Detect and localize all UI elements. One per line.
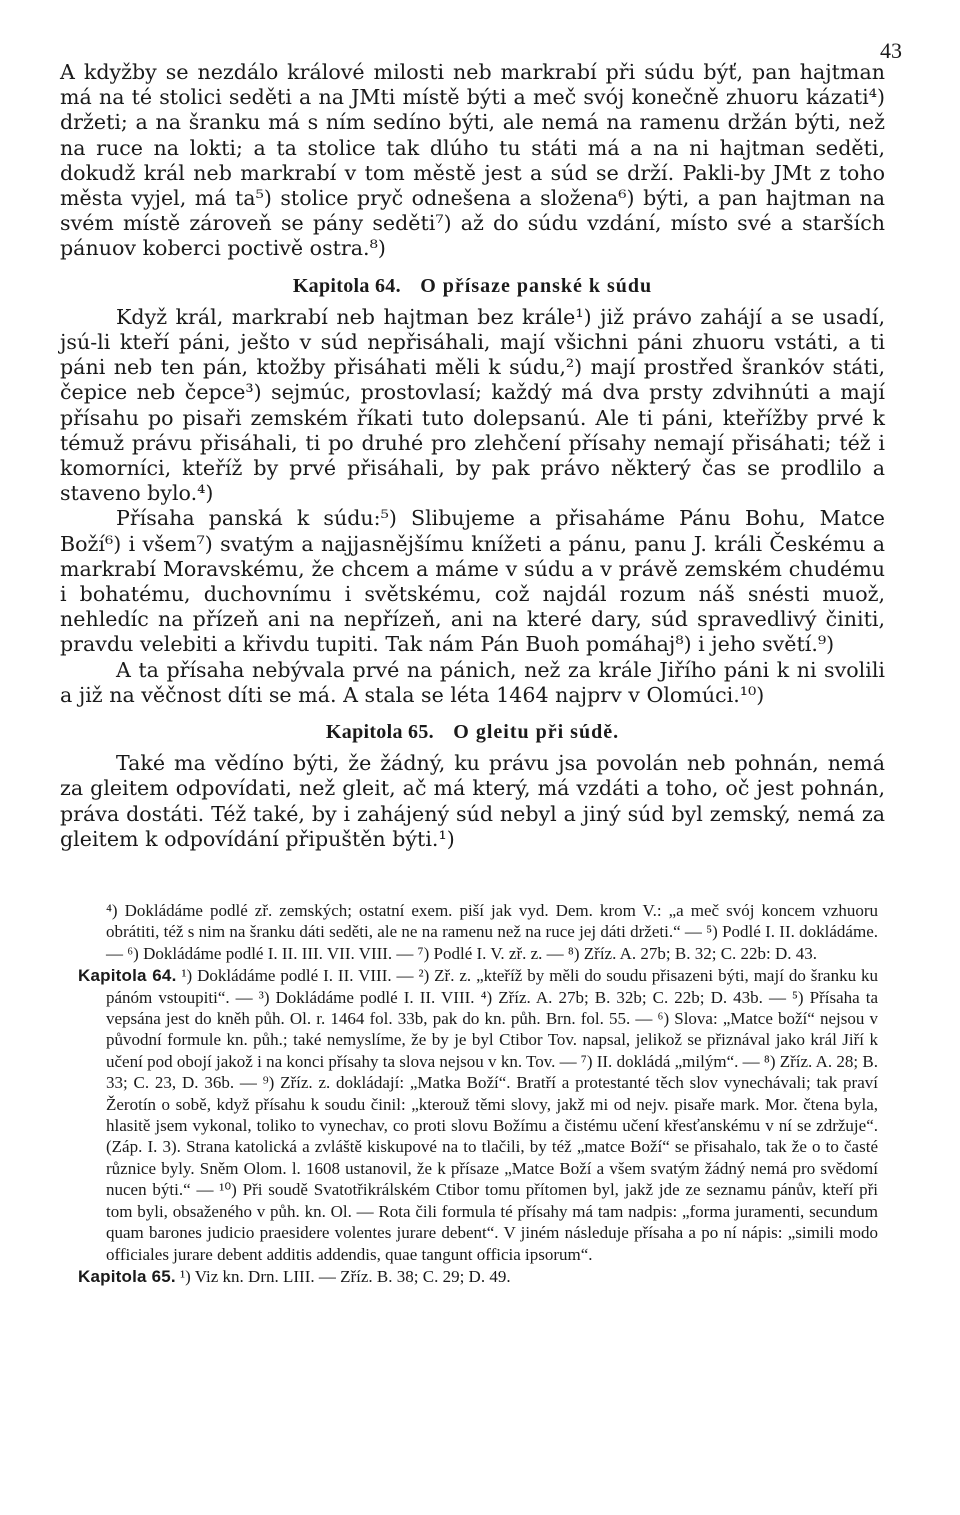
main-text bbox=[60, 60, 885, 852]
paragraph-4: A ta přísaha nebývala prvé na pánich, než za krále Jiřího páni k ni svolili a již na věčnost díti se má. A stala se léta 1464 najprv v Olomúci.¹⁰) bbox=[60, 657, 885, 707]
chapter-65-heading bbox=[60, 720, 885, 745]
footnote-chapter-65-text: ¹) Viz kn. Drn. LIII. — Zříz. B. 38; C. 29; D. 49. bbox=[180, 1266, 511, 1286]
page-number: 43 bbox=[880, 38, 902, 63]
chapter-65-title: O gleitu při súdě. bbox=[453, 721, 620, 744]
footnote-block-2 bbox=[78, 965, 878, 1265]
footnote-chapter-64-tag: Kapitola 64. bbox=[78, 966, 177, 986]
chapter-64-title: O přísaze panské k súdu bbox=[420, 274, 653, 297]
chapter-64-label: Kapitola 64. bbox=[292, 274, 401, 297]
paragraph-2: Když král, markrabí neb hajtman bez krále¹) již právo zahájí a se usadí, jsú-li kteří páni, ješto v súd nepřisáhali, mají všichni páni zhuoru vstáti, a ti páni neb ten pán, ktožby přisáhati měli k súdu,²) mají prostřed šrankóv státi, čepice neb čepce³) sejmúc, prostovlasí; každý má dva prsty zdvihnúti a mají přísahu po pisaři zemském říkati tuto dolepsanú. Ale ti páni, kteřížby prvé k témuž právu přisáhali, ti po druhé pro zlehčení přísahy nemají přisáhati; též i komorníci, kteříž by prvé přisáhali, by pak právo některý čas se prodlilo a staveno bylo.⁴) bbox=[60, 304, 885, 506]
paragraph-5: Také ma vědíno býti, že žádný, ku právu jsa povolán neb pohnán, nemá za gleitem odpovídati, než gleit, ač má který, má vzdáti a toho, oč jest pohnán, práva dostáti. Též také, by i zahájený súd nebyl a jiný súd byl zemský, nemá za gleitem k odpovídání připuštěn býti.¹) bbox=[60, 751, 885, 851]
footnote-block-1: ⁴) Dokládáme podlé zř. zemských; ostatní exem. piší jak vyd. Dem. krom V.: „a meč svój koncem vzhuoru obrátiti, též s nim na šranku dáti seděti, ale ne na ramenu než na ruce jej dáti držeti.“ — ⁵) Podlé I. II. dokládáme. — ⁶) Dokládáme podlé I. II. III. VII. VIII. — ⁷) Podlé I. V. zř. z. — ⁸) Zříz. A. 27b; B. 32; C. 22b: D. 43. bbox=[106, 901, 878, 963]
footnote-block-3 bbox=[78, 1266, 878, 1287]
footnote-chapter-64-text: ¹) Dokládáme podlé I. II. VIII. — ²) Zř. z. „kteříž by měli do soudu přisazeni býti, mají do šranku ku pánóm vstoupiti“. — ³) Dokládáme podlé I. II. VIII. ⁴) Zříz. A. 27b; B. 32b; C. 22b; D. 43b. — ⁵) Přísaha ta vepsána jest do kněh půh. Ol. r. 1464 fol. 33b, pak do kn. půh. Brn. fol. 55. — ⁶) Slova: „Matce boží“ nejsou v původní formule kn. půh.; také nemyslíme, že by je byl Ctibor Tov. napsal, jelikož se přiznával jako král Jiří k učení pod obojí jakož i na konci přísahy ta slova nejsou v kn. Tov. — ⁷) II. dokládá „milým“. — ⁸) Zříz. A. 28; B. 33; C. 23, D. 36b. — ⁹) Zříz. z. dokládají: „Matka Boží“. Bratří a protestanté těch slov vynechávali; tak praví Žerotín o sobě, když přísahu k soudu činil: „kterouž těmi slovy, jakž mi od nejv. pisaře mark. Mor. čtena byla, hlasitě jsem vykonal, toliko to vynechav, co proti slovu Božímu a čistému učení křesťanskému v ní se zdržuje“. (Záp. I. 3). Strana katolická a zvláště kiskupové na to tlačili, by též „matce Boží“ se přisahalo, tak že o to časté různice byly. Sněm Olom. l. 1608 ustanovil, že k přísaze „Matce Boží a všem svatým žádný nemá pro svědomí nucen býti.“ — ¹⁰) Při soudě Svatotřikrálském Ctibor tomu přítomen byl, jakž jde ze seznamu pánův, kteří při tom byli, obsaženého v půh. kn. Ol. — Rota čili formula té přísahy má tam nadpis: „forma juramenti, secundum quam barones judicio praesidere volentes jurare debent“. V jiném následuje přísaha a po ní nápis: „simili modo officiales jurare debent additis addendis, quae tangunt officia ipsorum“. bbox=[106, 966, 879, 1264]
chapter-65-label: Kapitola 65. bbox=[325, 721, 434, 744]
footnotes bbox=[78, 900, 878, 1288]
paragraph-1: A kdyžby se nezdálo králové milosti neb markrabí při súdu býť, pan hajtman má na té stolici seděti a na JMti místě býti a meč svój konečně zhuoru kázati⁴) držeti; a na šranku má s ním sedíno býti, ale nemá na ramenu držán býti, než na ruce na lokti; a ta stolice tak dlúho tu státi má a na ni hajtman seděti, dokudž král neb markrabí v tom městě jest a súd se drží. Pakli-by JMt z toho města vyjel, má ta⁵) stolice pryč odnešena a složena⁶) býti, a pan hajtman na svém místě zároveň se pány seděti⁷) až do súdu vzdání, místo své a starších pánuov koberci poctivě ostra.⁸) bbox=[60, 60, 885, 261]
chapter-64-heading bbox=[60, 274, 885, 299]
paragraph-3: Přísaha panská k súdu:⁵) Slibujeme a přisaháme Pánu Bohu, Matce Boží⁶) i všem⁷) svatým a najjasnějšímu knížeti a pánu, panu J. králi Českému a markrabí Moravskému, že chcem a máme v súdu a v právě zemském chudému i bohatému, duchovnímu i světskému, což najdál rozum náš snésti muož, nehledíc na přízeň ani na nepřízeň, ani na které dary, súd spravedlivý činiti, pravdu velebiti a křivdu tupiti. Tak nám Pán Buoh pomáhaj⁸) i jeho světí.⁹) bbox=[60, 506, 885, 657]
footnote-chapter-65-tag: Kapitola 65. bbox=[78, 1266, 176, 1286]
